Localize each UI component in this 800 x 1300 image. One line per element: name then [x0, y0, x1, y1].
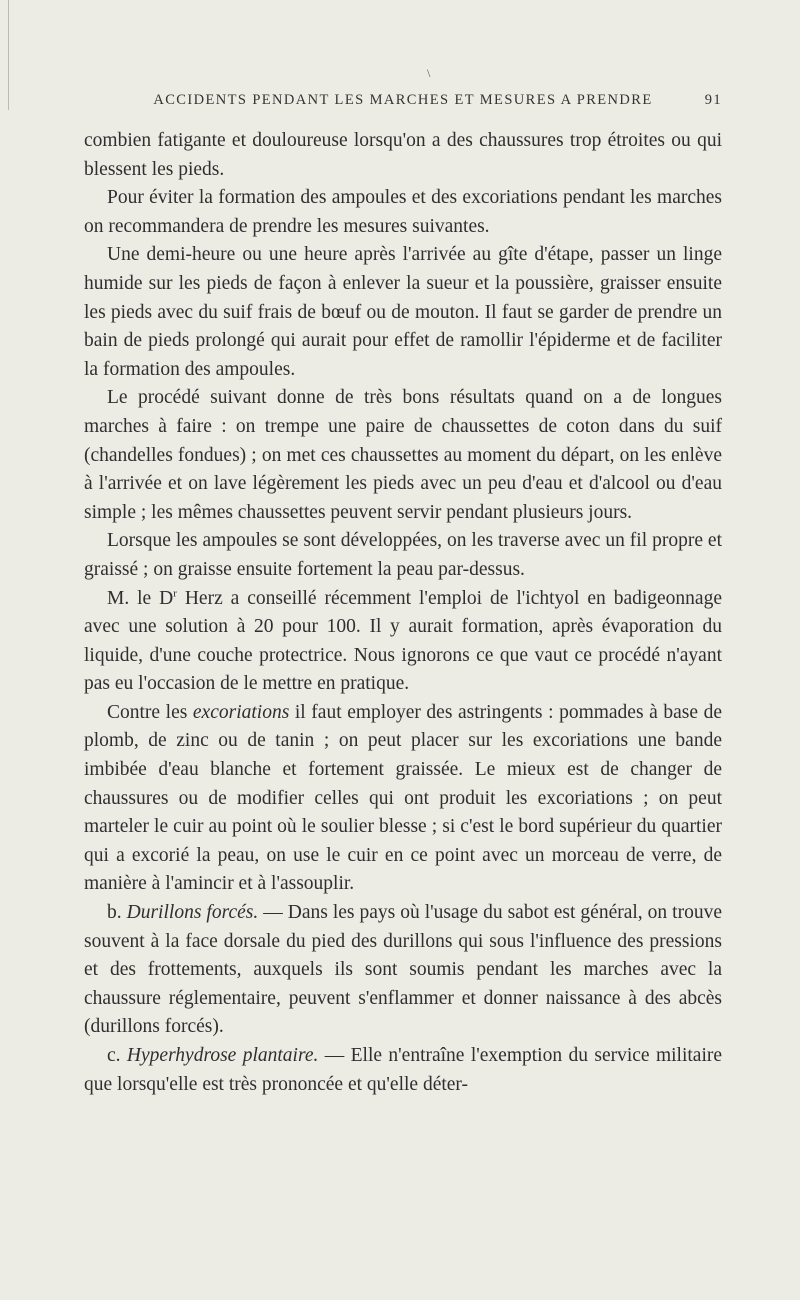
paragraph-5: Lorsque les ampoules se sont développées, on les traverse avec un fil propre et graissé ; on graisse ensuite fortement la peau par-dessus. [84, 530, 722, 580]
excoriations-term: excoriations [192, 701, 290, 723]
running-title: ACCIDENTS PENDANT LES MARCHES ET MESURES A PRENDRE [153, 92, 653, 108]
paragraph-3: Une demi-heure ou une heure après l'arrivée au gîte d'étape, passer un linge humide sur les pieds de façon à enlever la sueur et la poussière, graisser ensuite les pieds avec du suif frais de bœuf ou de mouton. Il faut se garder de prendre un bain de pieds prolongé qui aurait pour effet de ramollir l'épiderme et de faciliter la formation des ampoules. [84, 244, 722, 380]
paragraph-2: Pour éviter la formation des ampoules et des excoriations pendant les marches on recommandera de prendre les mesures suivantes. [84, 187, 722, 237]
doctor-superscript: r [173, 587, 177, 599]
page-edge-line [8, 0, 9, 110]
paragraph-8-text: — Dans les pays où l'usage du sabot est général, on trouve souvent à la face dorsale du pied des durillons qui sous l'influence des pressions et des frottements, auxquels ils sont soumis pendant les marches avec la chaussure réglementaire, peuvent s'enflammer et donner naissance à des abcès (durillons forcés). [84, 902, 723, 1038]
paragraph-6-text: Herz a conseillé récemment l'emploi de l'ichtyol en badigeonnage avec une solution à 20 pour 100. Il y aurait formation, après évaporation du liquide, d'une couche protectrice. Nous ignorons ce que vaut ce procédé n'ayant pas eu l'occasion de le mettre en pratique. [84, 587, 722, 695]
paragraph-6 [84, 585, 722, 699]
section-c-heading: Hyperhydrose plantaire. [126, 1045, 319, 1066]
paragraph-4: Le procédé suivant donne de très bons résultats quand on a de longues marches à faire : on trempe une paire de chaussettes de coton dans du suif (chandelles fondues) ; on met ces chaussettes au moment du départ, on les enlève à l'arrivée et on lave légèrement les pieds avec un peu d'eau et d'alcool ou d'eau simple ; les mêmes chaussettes peuvent servir pendant plusieurs jours. [84, 387, 722, 523]
paragraph-1: combien fatigante et douloureuse lorsqu'on a des chaussures trop étroites ou qui blessent les pieds. [84, 130, 722, 180]
header-mark: \ [427, 66, 431, 80]
paragraph-9 [84, 1042, 722, 1099]
section-b-heading: Durillons forcés. [126, 902, 259, 924]
paragraph-7 [84, 699, 722, 899]
paragraph-7-lead: Contre les [107, 701, 193, 723]
paragraph-8 [84, 899, 722, 1042]
page-number: 91 [704, 92, 722, 108]
paragraph-6-lead: M. le D [107, 587, 174, 609]
body-text [84, 127, 722, 1099]
paragraph-9-text: — Elle n'entraîne l'exemption du service militaire que lorsqu'elle est très prononcée et qu'elle déter- [84, 1045, 723, 1095]
running-header [84, 92, 722, 109]
section-b-label: b. [107, 902, 127, 924]
section-c-label: c. [107, 1045, 127, 1066]
paragraph-7-text: il faut employer des astringents : pommades à base de plomb, de zinc ou de tanin ; on peut placer sur les excoriations une bande imbibée d'eau blanche et fortement graissée. Le mieux est de changer de chaussures ou de modifier celles qui ont produit les excoriations ; on peut marteler le cuir au point où le soulier blesse ; si c'est le bord supérieur du quartier qui a excorié la peau, on use le cuir en ce point avec un morceau de verre, de manière à l'amincir et à l'assouplir. [84, 701, 722, 895]
